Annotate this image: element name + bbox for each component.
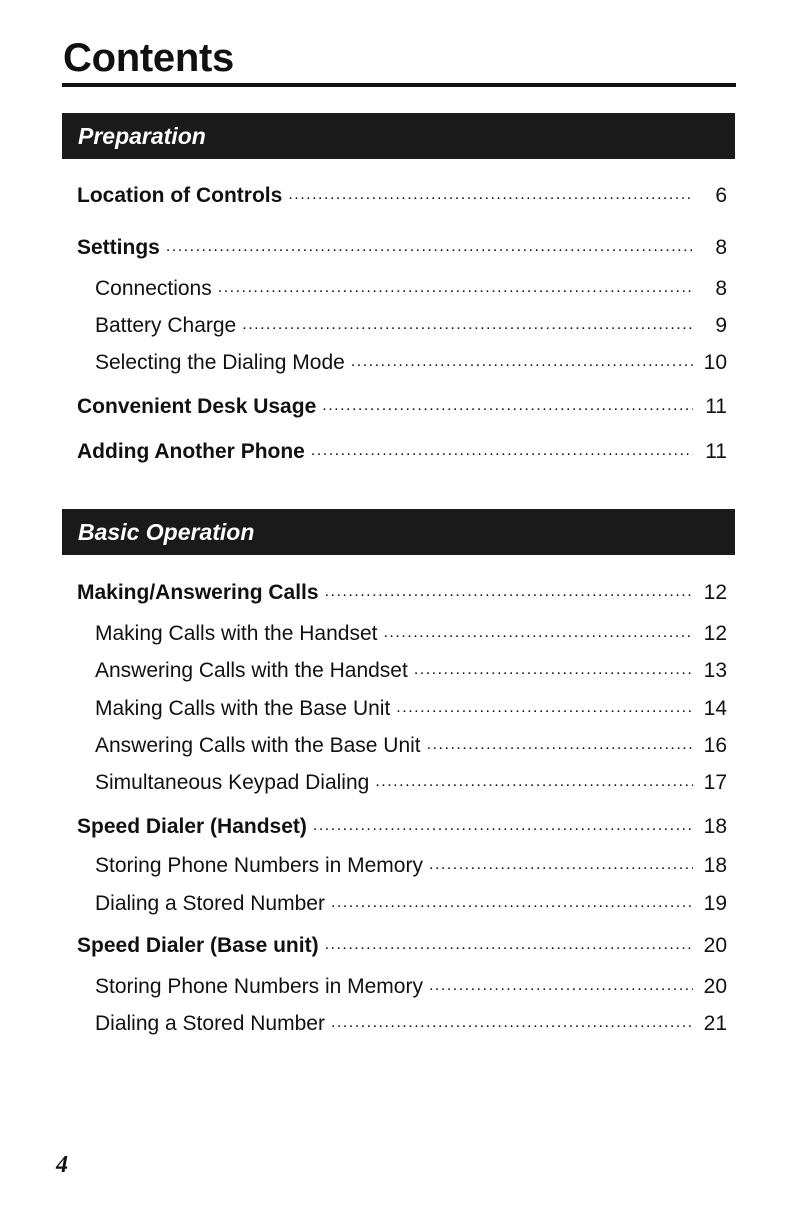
dot-leader [325,582,693,602]
toc-entry[interactable] [77,393,727,421]
toc-entry-page: 18 [703,854,727,877]
dot-leader [218,278,693,298]
toc-entry[interactable] [95,275,727,303]
toc-entry[interactable] [77,813,727,841]
dot-leader [313,816,693,836]
toc-entry[interactable] [95,620,727,648]
toc-entry[interactable] [95,349,727,377]
toc-entry[interactable] [95,732,727,760]
toc-entry[interactable] [77,438,727,466]
toc-entry[interactable] [95,890,727,918]
dot-leader [166,237,693,257]
toc-entry-page: 8 [715,236,727,259]
toc-entry-page: 20 [703,975,727,998]
toc-entry-page: 13 [703,659,727,682]
toc-entry-page: 21 [703,1012,727,1035]
toc-entry-label: Dialing a Stored Number [95,892,325,915]
toc-entry-page: 9 [715,314,727,337]
toc-entry-label: Settings [77,236,160,259]
toc-entry-label: Dialing a Stored Number [95,1012,325,1035]
dot-leader [375,772,693,792]
toc-entry-page: 11 [705,395,727,418]
toc-entry-page: 12 [703,622,727,645]
dot-leader [311,441,693,461]
toc-entry[interactable] [77,182,727,210]
toc-entry-page: 19 [703,892,727,915]
toc-entry-label: Connections [95,277,212,300]
toc-entry-label: Storing Phone Numbers in Memory [95,854,423,877]
dot-leader [288,185,693,205]
toc-entry[interactable] [95,852,727,880]
page-title: Contents [63,36,234,80]
toc-entry-page: 6 [715,184,727,207]
dot-leader [242,315,693,335]
dot-leader [429,855,693,875]
dot-leader [325,935,693,955]
toc-entry-label: Speed Dialer (Base unit) [77,934,319,957]
toc-entry[interactable] [77,932,727,960]
toc-entry[interactable] [95,973,727,1001]
toc-entry-page: 17 [703,771,727,794]
toc-entry-label: Location of Controls [77,184,283,207]
dot-leader [322,396,693,416]
toc-entry[interactable] [77,579,727,607]
page-number: 4 [56,1152,68,1178]
toc-entry[interactable] [95,769,727,797]
toc-entry-label: Making Calls with the Base Unit [95,697,391,720]
toc-entry[interactable] [95,657,727,685]
dot-leader [331,893,693,913]
section-heading-preparation: Preparation [62,113,735,159]
toc-entry-label: Convenient Desk Usage [77,395,317,418]
dot-leader [427,735,693,755]
toc-entry-page: 10 [703,351,727,374]
toc-entry-label: Making/Answering Calls [77,581,319,604]
toc-entry[interactable] [77,234,727,262]
dot-leader [351,352,693,372]
dot-leader [429,976,693,996]
toc-entry-page: 16 [703,734,727,757]
dot-leader [414,660,693,680]
toc-entry-label: Answering Calls with the Base Unit [95,734,421,757]
toc-entry-page: 8 [715,277,727,300]
toc-entry[interactable] [95,695,727,723]
toc-entry-label: Making Calls with the Handset [95,622,378,645]
toc-entry[interactable] [95,312,727,340]
section-heading-basic-operation: Basic Operation [62,509,735,555]
toc-entry-label: Answering Calls with the Handset [95,659,408,682]
toc-entry-page: 20 [703,934,727,957]
dot-leader [396,698,693,718]
dot-leader [331,1013,693,1033]
toc-entry-label: Battery Charge [95,314,237,337]
dot-leader [383,623,693,643]
title-rule [62,83,736,87]
toc-entry-label: Storing Phone Numbers in Memory [95,975,423,998]
toc-entry-label: Speed Dialer (Handset) [77,815,307,838]
toc-entry-page: 18 [703,815,727,838]
toc-entry-label: Adding Another Phone [77,440,305,463]
toc-entry[interactable] [95,1010,727,1038]
toc-entry-page: 11 [705,440,727,463]
toc-entry-label: Selecting the Dialing Mode [95,351,345,374]
toc-entry-page: 14 [703,697,727,720]
toc-entry-label: Simultaneous Keypad Dialing [95,771,370,794]
toc-entry-page: 12 [703,581,727,604]
